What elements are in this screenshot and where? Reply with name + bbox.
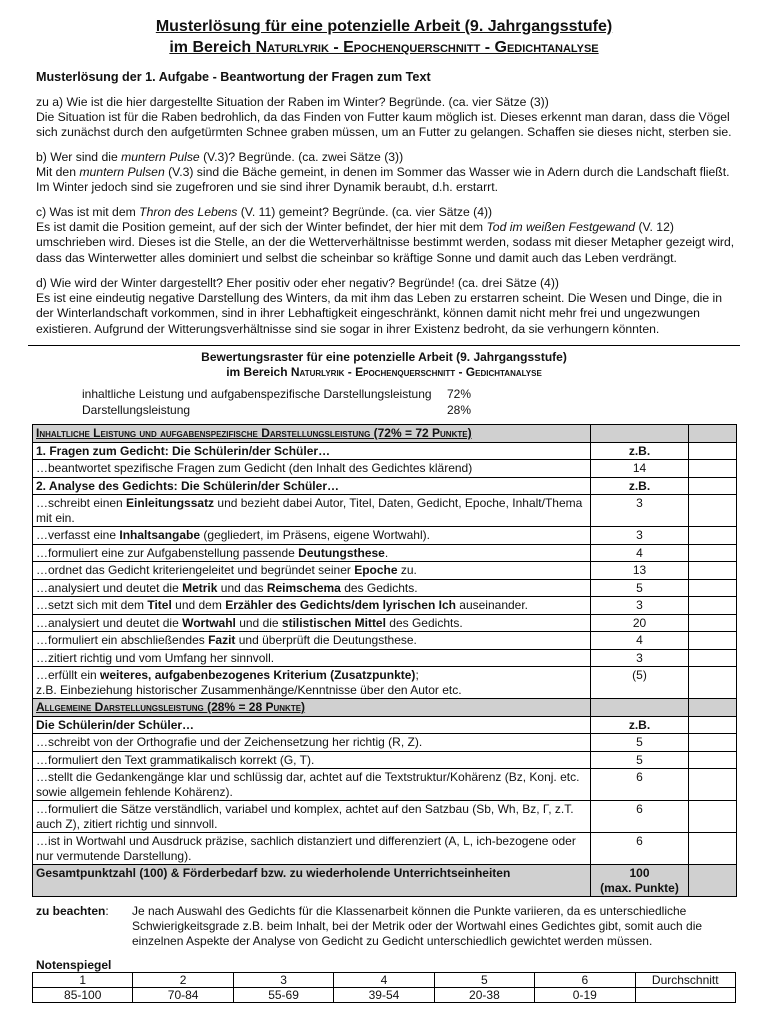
raster-subtitle: im Bereich Naturlyrik - Epochenquerschnitt - Gedichtanalyse (226, 365, 542, 379)
table-row: …formuliert die Sätze verständlich, variabel und komplex, achtet auf den Satzbau (Sb, Wh, Bz, Γ, z.T. auch Z), zitiert richtig und sinnvoll. 6 (33, 801, 737, 833)
subtitle-prefix: im Bereich (169, 39, 256, 56)
question-d (36, 276, 736, 337)
raster-title: Bewertungsraster für eine potenzielle Arbeit (9. Jahrgangsstufe) (201, 350, 567, 364)
ranges-row: 85-100 70-84 55-69 39-54 20-38 0-19 (33, 988, 736, 1003)
answer-a-text: Die Situation ist für die Raben bedrohlich, da das Finden von Futter kaum möglich ist. Dieses erkennt man daran, dass die Vögel sich zunächst durch den aufgetürmten Schnee graben müssen, um an Futter zu gelangen. Schaffen sie dieses nicht, sterben sie. (36, 110, 732, 140)
section-header-row: Inhaltliche Leistung und aufgabenspezifische Darstellungsleistung (72% = 72 Punkte) (33, 425, 737, 443)
group-header-row: Die Schülerin/der Schüler… z.B. (33, 716, 737, 734)
notenspiegel-title: Notenspiegel (36, 958, 112, 972)
table-row: …schreibt von der Orthografie und der Zeichensetzung her richtig (R, Z). 5 (33, 734, 737, 752)
table-row: …schreibt einen Einleitungssatz und bezieht dabei Autor, Titel, Daten, Gedicht, Epoche, Inhalt/Thema mit ein. 3 (33, 495, 737, 527)
grades-row: 1 2 3 4 5 6 Durchschnitt (33, 973, 736, 988)
notenspiegel-table (32, 972, 736, 1003)
question-a (36, 95, 736, 141)
table-row: …beantwortet spezifische Fragen zum Gedicht (den Inhalt des Gedichtes klärend) 14 (33, 460, 737, 478)
table-row: …analysiert und deutet die Metrik und das Reimschema des Gedichts. 5 (33, 579, 737, 597)
grading-table (32, 424, 737, 897)
answer-b-text: Mit den muntern Pulsen (V.3) sind die Bäche gemeint, in denen im Sommer das Wasser wie in Adern durch die Landschaft fließt. Im Winter jedoch sind sie zugefroren und sie sind ihrer Dynamik beraubt, d.h. erstarrt. (36, 165, 730, 195)
table-row: …stellt die Gedankengänge klar und schlüssig dar, achtet auf die Textstruktur/Kohärenz (Bz, Konj. etc. sowie allgemein fehlende Kohärenz). 6 (33, 769, 737, 801)
table-row: …formuliert ein abschließendes Fazit und überprüft die Deutungsthese. 4 (33, 632, 737, 650)
task-heading: Musterlösung der 1. Aufgabe - Beantwortung der Fragen zum Text (36, 70, 431, 84)
subtitle-topic: Naturlyrik - Epochenquerschnitt - Gedichtanalyse (255, 39, 599, 56)
table-row: …analysiert und deutet die Wortwahl und die stilistischen Mittel des Gedichts. 20 (33, 614, 737, 632)
table-row: …setzt sich mit dem Titel und dem Erzähler des Gedichts/dem lyrischen Ich auseinander. 3 (33, 597, 737, 615)
question-b-text: b) Wer sind die muntern Pulse (V.3)? Begründe. (ca. zwei Sätze (3)) (36, 150, 404, 164)
total-row: Gesamtpunktzahl (100) & Förderbedarf bzw. zu wiederholende Unterrichtseinheiten 100 (max. Punkte) (33, 865, 737, 897)
share-presentation: Darstellungsleistung 28% (82, 403, 472, 417)
share-content: inhaltliche Leistung und aufgabenspezifische Darstellungsleistung 72% (82, 387, 472, 401)
question-a-text: zu a) Wie ist die hier dargestellte Situation der Raben im Winter? Begründe. (ca. vier Sätze (3)) (36, 95, 549, 109)
question-c (36, 205, 736, 266)
group-header-row: 2. Analyse des Gedichts: Die Schülerin/der Schüler… z.B. (33, 477, 737, 495)
table-row: …verfasst eine Inhaltsangabe (gegliedert, im Präsens, eigene Wortwahl). 3 (33, 527, 737, 545)
section-divider (28, 345, 740, 346)
table-row: …ordnet das Gedicht kriteriengeleitet und begründet seiner Epoche zu. 13 (33, 562, 737, 580)
note-text: Je nach Auswahl des Gedichts für die Klassenarbeit können die Punkte variieren, da es unterschiedliche Schwierigkeitsgrade z.B. beim Inhalt, bei der Metrik oder der Wortwahl eines Gedichtes gibt, somit auch die einzelnen Aspekte der Analyse von Gedicht zu Gedicht unterschiedlich gewichtet werden müssen. (132, 904, 703, 948)
table-row: …zitiert richtig und vom Umfang her sinnvoll. 3 (33, 649, 737, 667)
question-d-text: d) Wie wird der Winter dargestellt? Eher positiv oder eher negativ? Begründe! (ca. drei Sätze (4)) (36, 276, 559, 290)
table-row: …ist in Wortwahl und Ausdruck präzise, sachlich distanziert und differenziert (A, L, ich-bezogene oder nur vermutende Darstellung). 6 (33, 833, 737, 865)
page-title: Musterlösung für eine potenzielle Arbeit (9. Jahrgangsstufe) (155, 18, 613, 35)
table-row: …erfüllt ein weiteres, aufgabenbezogenes Kriterium (Zusatzpunkte); z.B. Einbeziehung historischer Zusammenhänge/Kenntnisse über den Autor etc. (5) (33, 667, 737, 699)
note-label: zu beachten: (36, 904, 109, 918)
question-b (36, 150, 736, 196)
question-c-text: c) Was ist mit dem Thron des Lebens (V. 11) gemeint? Begründe. (ca. vier Sätze (4)) (36, 205, 493, 219)
answer-d-text: Es ist eine eindeutig negative Darstellung des Winters, da mit ihm das Leben zu erstarren scheint. Die Wesen und Dinge, die in der Winterlandschaft vorkommen, sind in ihrer Lebhaftigkeit eingeschränkt, können damit nicht mehr frei und ungezwungen existieren. Aufgrund der Witterungsverhältnisse sind sie sogar in ihrer Existenz bedroht, da sie verhungern könnten. (36, 291, 723, 336)
table-row: …formuliert den Text grammatikalisch korrekt (G, T). 5 (33, 751, 737, 769)
section-header-row: Allgemeine Darstellungsleistung (28% = 28 Punkte) (33, 699, 737, 717)
table-row: …formuliert eine zur Aufgabenstellung passende Deutungsthese. 4 (33, 544, 737, 562)
page-subtitle (0, 38, 768, 57)
group-header-row: 1. Fragen zum Gedicht: Die Schülerin/der Schüler… z.B. (33, 442, 737, 460)
answer-c-text: Es ist damit die Position gemeint, auf der sich der Winter befindet, der hier mit dem Tod im weißen Festgewand (V. 12) umschrieben wird. Dieses ist die Stelle, an der die Wetterverhältnisse bestimmt werden, sodass mit dieser Metapher gezeigt wird, dass das Winterwetter alles dominiert und selbst die scheinbar so kräftige Sonne und damit auch das Leben verdrängt. (36, 220, 735, 265)
